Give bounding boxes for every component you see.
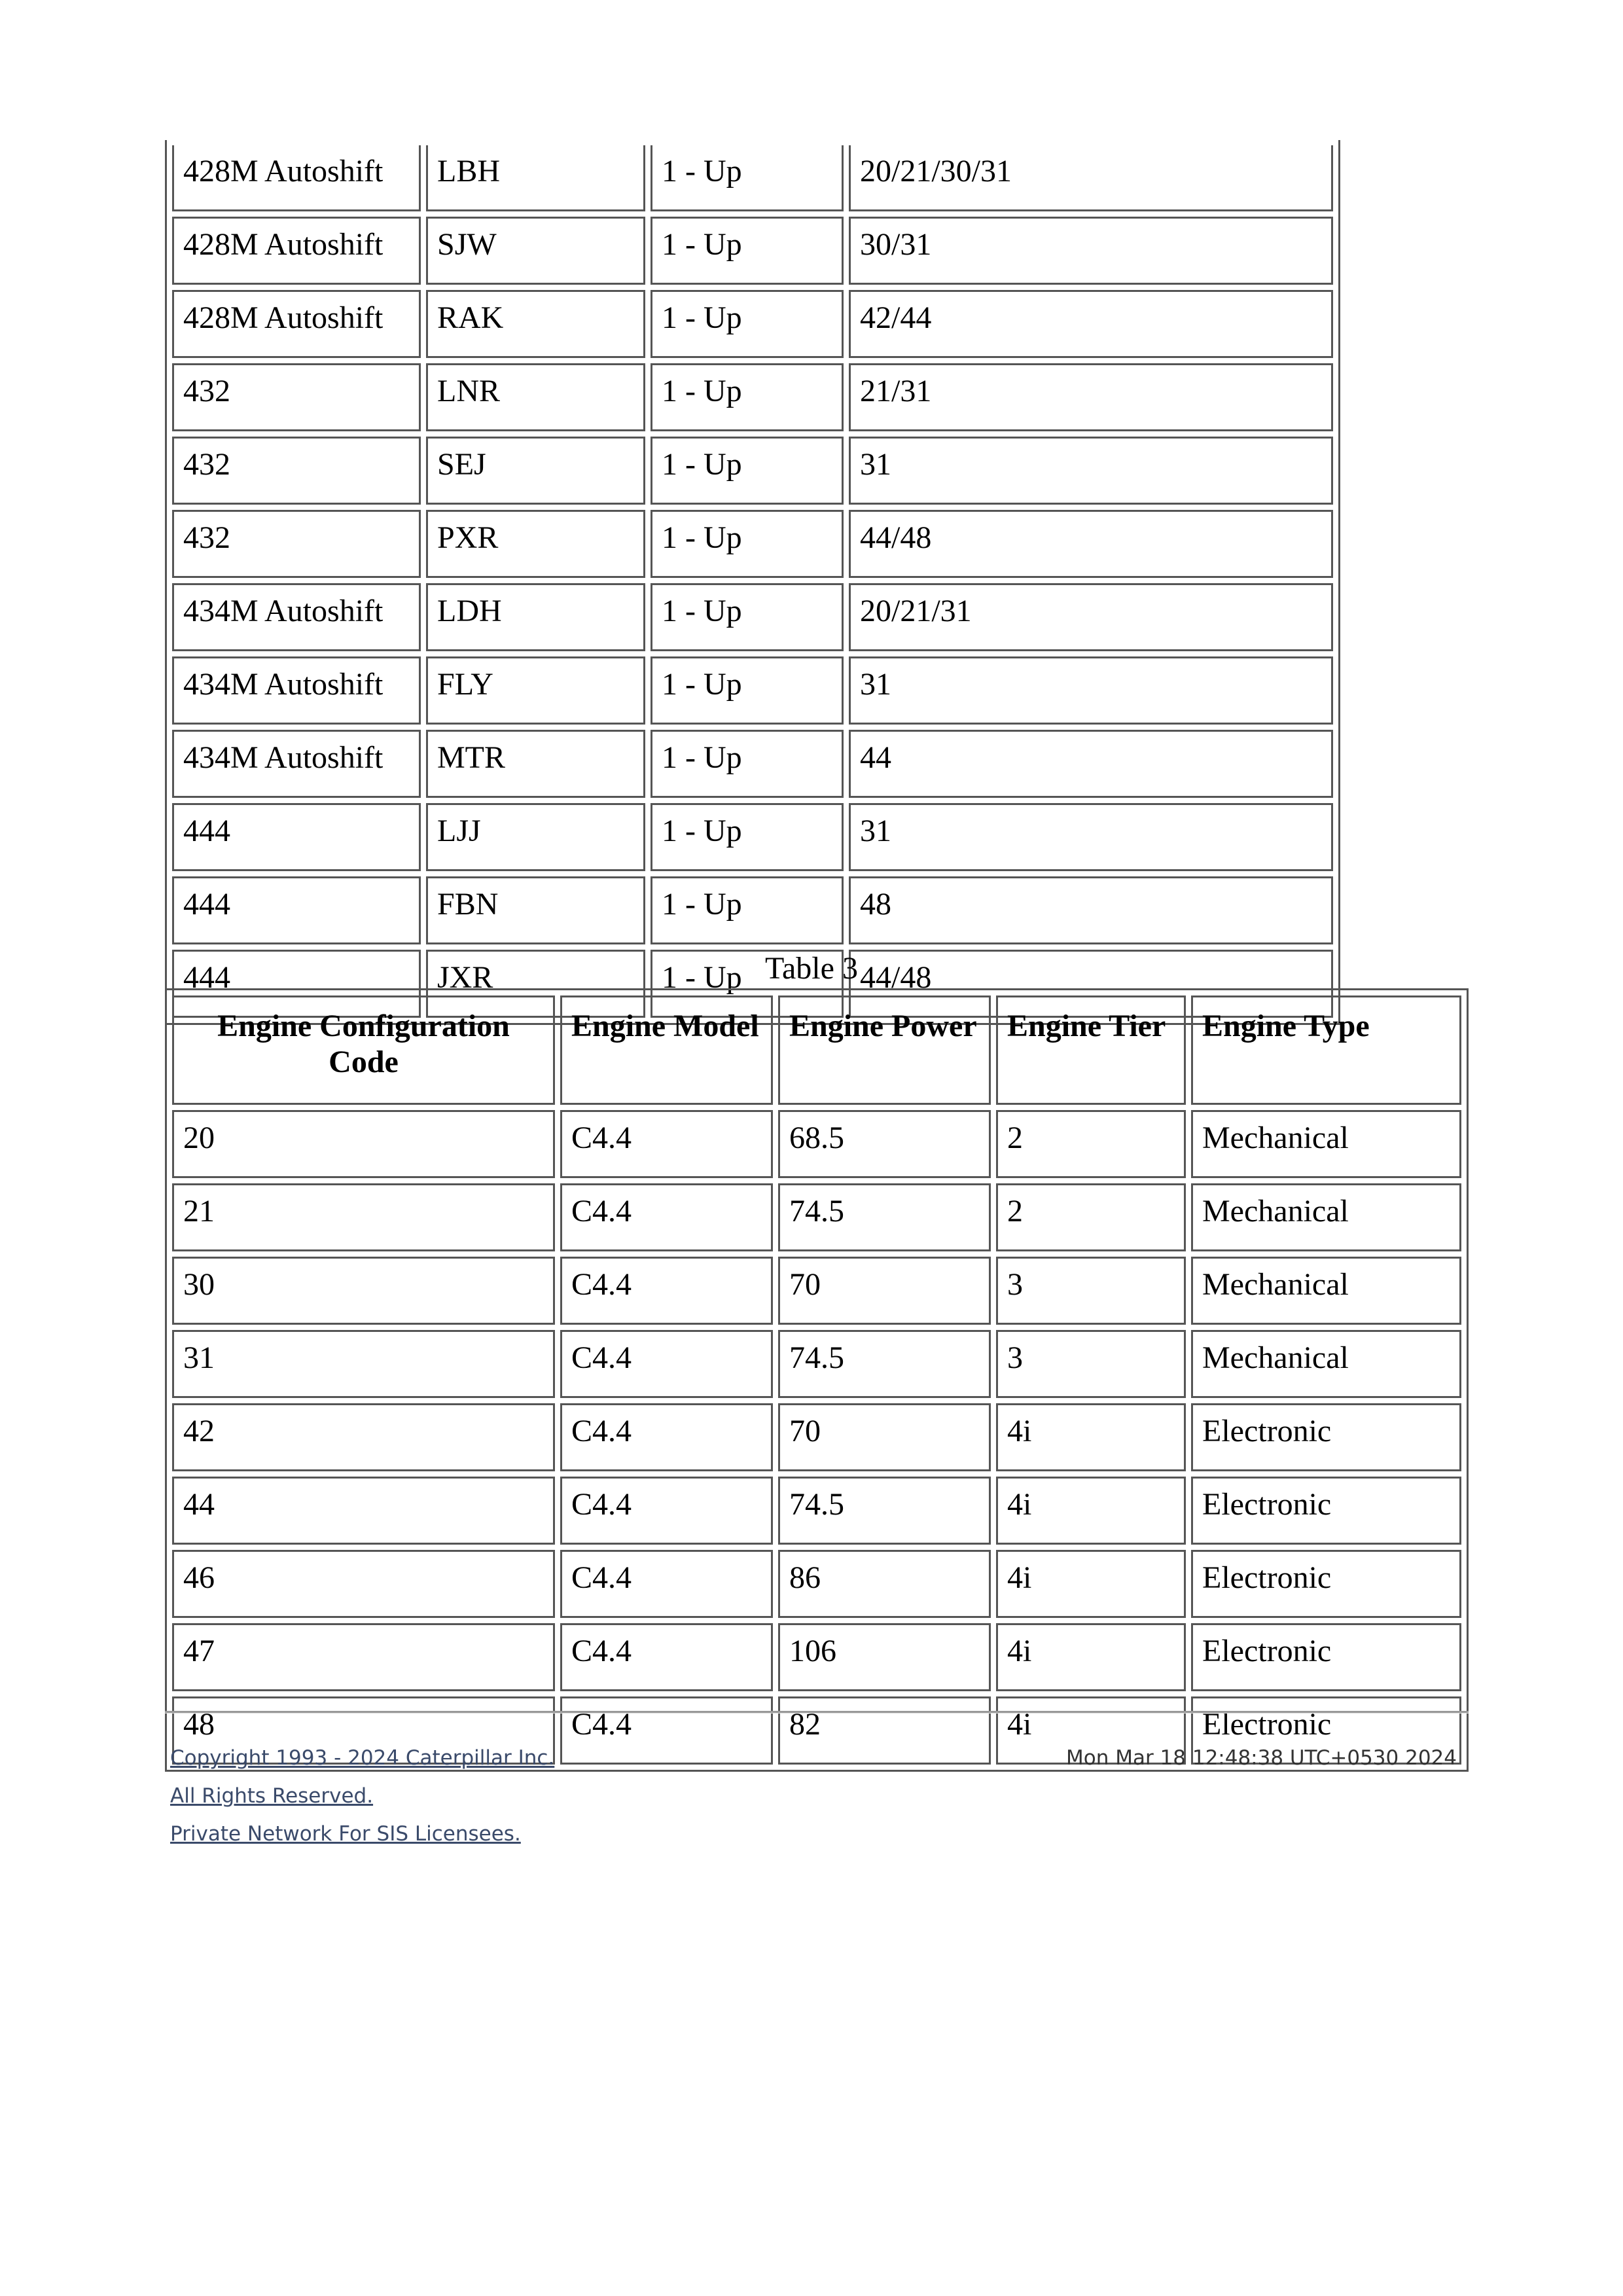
model-cell: 444 (172, 876, 421, 944)
serial-range-cell: 1 - Up (651, 730, 844, 798)
config-code-cell: 20 (172, 1110, 555, 1178)
engine-config-cell: 31 (849, 656, 1333, 725)
table-row (172, 1330, 1461, 1398)
engine-configuration-table (165, 988, 1469, 1772)
footer-timestamp: Mon Mar 18 12:48:38 UTC+0530 2024 (1065, 1746, 1457, 1770)
config-code-cell: 31 (172, 1330, 555, 1398)
table-row (172, 656, 1333, 725)
prefix-cell: FBN (426, 876, 645, 944)
engine-tier-cell: 4i (996, 1550, 1186, 1618)
serial-range-cell: 1 - Up (651, 510, 844, 578)
config-code-cell: 44 (172, 1477, 555, 1545)
serial-range-cell: 1 - Up (651, 656, 844, 725)
engine-tier-cell: 4i (996, 1477, 1186, 1545)
model-cell: 428M Autoshift (172, 145, 421, 211)
table-row (172, 1550, 1461, 1618)
model-cell: 428M Autoshift (172, 290, 421, 358)
engine-type-cell: Electronic (1191, 1623, 1461, 1691)
engine-power-cell: 82 (778, 1696, 991, 1765)
model-cell: 434M Autoshift (172, 583, 421, 651)
engine-model-cell: C4.4 (560, 1183, 773, 1251)
engine-configuration-table-body (172, 1110, 1461, 1765)
engine-config-cell: 31 (849, 437, 1333, 505)
table-row (172, 1257, 1461, 1325)
engine-power-cell: 74.5 (778, 1477, 991, 1545)
serial-range-cell: 1 - Up (651, 363, 844, 431)
engine-power-cell: 86 (778, 1550, 991, 1618)
model-cell: 434M Autoshift (172, 656, 421, 725)
engine-power-cell: 70 (778, 1257, 991, 1325)
header-engine-tier: Engine Tier (996, 996, 1186, 1105)
engine-power-cell: 74.5 (778, 1183, 991, 1251)
model-cell: 432 (172, 510, 421, 578)
engine-model-cell: C4.4 (560, 1257, 773, 1325)
engine-tier-cell: 2 (996, 1110, 1186, 1178)
table-header-row (172, 996, 1461, 1105)
table-row (172, 876, 1333, 944)
engine-config-cell: 44/48 (849, 950, 1333, 1018)
serial-range-cell: 1 - Up (651, 217, 844, 285)
prefix-cell: LDH (426, 583, 645, 651)
serial-range-cell: 1 - Up (651, 876, 844, 944)
engine-config-cell: 20/21/30/31 (849, 145, 1333, 211)
engine-config-cell: 30/31 (849, 217, 1333, 285)
engine-config-cell: 48 (849, 876, 1333, 944)
prefix-cell: JXR (426, 950, 645, 1018)
engine-type-cell: Electronic (1191, 1550, 1461, 1618)
config-code-cell: 42 (172, 1403, 555, 1471)
prefix-cell: MTR (426, 730, 645, 798)
prefix-cell: LJJ (426, 803, 645, 871)
engine-model-cell: C4.4 (560, 1696, 773, 1765)
table-row (172, 1403, 1461, 1471)
config-code-cell: 21 (172, 1183, 555, 1251)
engine-model-cell: C4.4 (560, 1550, 773, 1618)
engine-type-cell: Electronic (1191, 1477, 1461, 1545)
model-cell: 432 (172, 363, 421, 431)
serial-number-table (165, 140, 1340, 1025)
engine-config-cell: 20/21/31 (849, 583, 1333, 651)
table-row (172, 437, 1333, 505)
engine-tier-cell: 4i (996, 1623, 1186, 1691)
table-row (172, 217, 1333, 285)
footer-divider (165, 1711, 1469, 1713)
engine-model-cell: C4.4 (560, 1110, 773, 1178)
engine-tier-cell: 4i (996, 1696, 1186, 1765)
serial-range-cell: 1 - Up (651, 803, 844, 871)
serial-range-cell: 1 - Up (651, 290, 844, 358)
table-row (172, 363, 1333, 431)
engine-model-cell: C4.4 (560, 1403, 773, 1471)
engine-type-cell: Electronic (1191, 1696, 1461, 1765)
prefix-cell: SJW (426, 217, 645, 285)
table-row (172, 1623, 1461, 1691)
engine-model-cell: C4.4 (560, 1623, 773, 1691)
prefix-cell: RAK (426, 290, 645, 358)
table-row (172, 583, 1333, 651)
header-engine-model: Engine Model (560, 996, 773, 1105)
header-engine-type: Engine Type (1191, 996, 1461, 1105)
serial-number-table-body (172, 145, 1333, 1018)
table-row (172, 1183, 1461, 1251)
engine-tier-cell: 4i (996, 1403, 1186, 1471)
table-caption: Table 3 (765, 951, 858, 986)
config-code-cell: 47 (172, 1623, 555, 1691)
config-code-cell: 46 (172, 1550, 555, 1618)
model-cell: 434M Autoshift (172, 730, 421, 798)
table-row (172, 145, 1333, 211)
prefix-cell: FLY (426, 656, 645, 725)
engine-type-cell: Mechanical (1191, 1110, 1461, 1178)
footer-links (170, 1746, 554, 1860)
header-engine-configuration-code: Engine Configuration Code (172, 996, 555, 1105)
serial-range-cell: 1 - Up (651, 437, 844, 505)
prefix-cell: SEJ (426, 437, 645, 505)
engine-type-cell: Mechanical (1191, 1257, 1461, 1325)
config-code-cell: 30 (172, 1257, 555, 1325)
engine-config-cell: 44/48 (849, 510, 1333, 578)
engine-power-cell: 74.5 (778, 1330, 991, 1398)
copyright-link[interactable]: Copyright 1993 - 2024 Caterpillar Inc. (170, 1746, 555, 1770)
prefix-cell: LNR (426, 363, 645, 431)
prefix-cell: PXR (426, 510, 645, 578)
serial-range-cell: 1 - Up (651, 145, 844, 211)
engine-power-cell: 106 (778, 1623, 991, 1691)
engine-power-cell: 68.5 (778, 1110, 991, 1178)
engine-type-cell: Mechanical (1191, 1183, 1461, 1251)
engine-config-cell: 21/31 (849, 363, 1333, 431)
table-row (172, 803, 1333, 871)
serial-range-cell: 1 - Up (651, 950, 844, 1018)
rights-link[interactable]: All Rights Reserved. (170, 1784, 374, 1808)
engine-power-cell: 70 (778, 1403, 991, 1471)
table-row (172, 730, 1333, 798)
engine-type-cell: Electronic (1191, 1403, 1461, 1471)
private-network-link[interactable]: Private Network For SIS Licensees. (170, 1822, 521, 1846)
engine-config-cell: 31 (849, 803, 1333, 871)
engine-model-cell: C4.4 (560, 1330, 773, 1398)
config-code-cell: 48 (172, 1696, 555, 1765)
table-row (172, 290, 1333, 358)
engine-tier-cell: 3 (996, 1330, 1186, 1398)
engine-tier-cell: 2 (996, 1183, 1186, 1251)
engine-tier-cell: 3 (996, 1257, 1186, 1325)
serial-range-cell: 1 - Up (651, 583, 844, 651)
engine-model-cell: C4.4 (560, 1477, 773, 1545)
model-cell: 432 (172, 437, 421, 505)
model-cell: 428M Autoshift (172, 217, 421, 285)
engine-config-cell: 44 (849, 730, 1333, 798)
prefix-cell: LBH (426, 145, 645, 211)
table-row (172, 1477, 1461, 1545)
model-cell: 444 (172, 950, 421, 1018)
engine-type-cell: Mechanical (1191, 1330, 1461, 1398)
header-engine-power: Engine Power (778, 996, 991, 1105)
table-row (172, 510, 1333, 578)
model-cell: 444 (172, 803, 421, 871)
engine-config-cell: 42/44 (849, 290, 1333, 358)
table-row (172, 1110, 1461, 1178)
